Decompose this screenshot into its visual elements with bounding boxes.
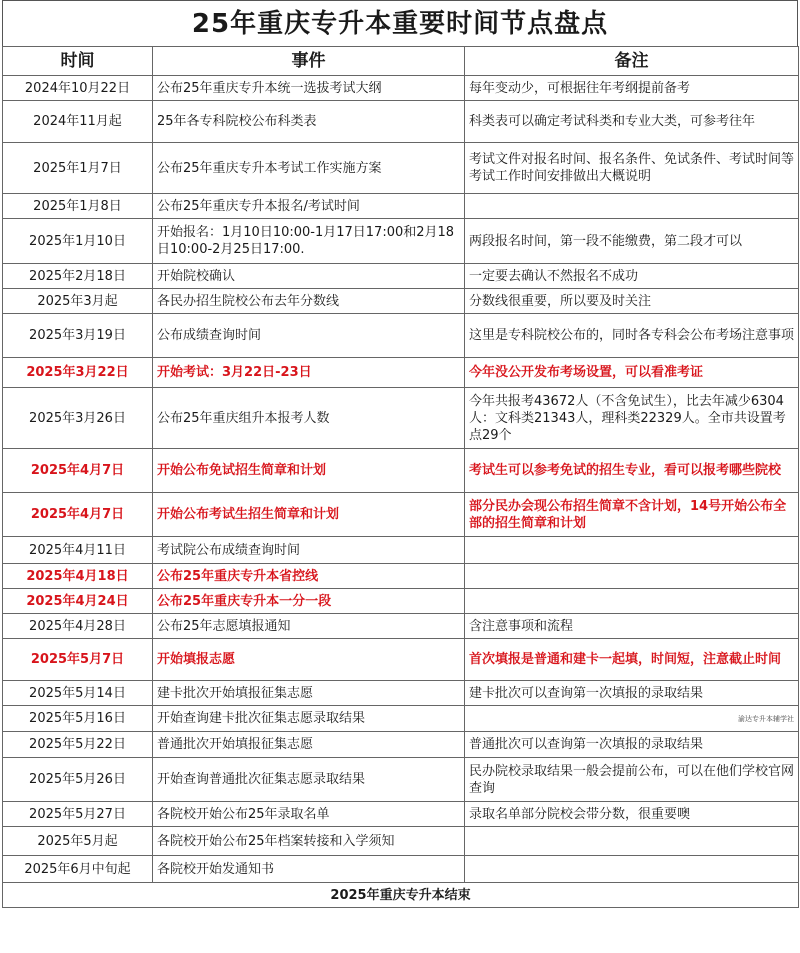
row-time: 2025年4月7日 bbox=[3, 449, 153, 493]
row-time: 2025年5月14日 bbox=[3, 681, 153, 706]
row-time: 2025年3月19日 bbox=[3, 314, 153, 358]
row-time: 2025年4月11日 bbox=[3, 537, 153, 564]
row-event: 开始报名：1月10日10:00-1月17日17:00和2月18日10:00-2月25日17:00. bbox=[153, 219, 465, 264]
row-note: 普通批次可以查询第一次填报的录取结果 bbox=[465, 732, 799, 758]
table-row bbox=[3, 143, 799, 194]
row-time: 2025年1月10日 bbox=[3, 219, 153, 264]
row-time: 2024年10月22日 bbox=[3, 76, 153, 101]
row-time: 2025年4月24日 bbox=[3, 589, 153, 614]
page-title: 25年重庆专升本重要时间节点盘点 bbox=[2, 0, 798, 46]
footer-text: 2025年重庆专升本结束 bbox=[3, 883, 799, 908]
table-row bbox=[3, 706, 799, 732]
row-event: 开始填报志愿 bbox=[153, 639, 465, 681]
row-note bbox=[465, 194, 799, 219]
table-row bbox=[3, 388, 799, 449]
table-row bbox=[3, 614, 799, 639]
table-row bbox=[3, 564, 799, 589]
table-row bbox=[3, 449, 799, 493]
table-row bbox=[3, 639, 799, 681]
table-row bbox=[3, 358, 799, 388]
row-event: 公布25年志愿填报通知 bbox=[153, 614, 465, 639]
row-time: 2025年4月28日 bbox=[3, 614, 153, 639]
row-note bbox=[465, 856, 799, 883]
row-time: 2025年1月7日 bbox=[3, 143, 153, 194]
row-time: 2025年3月26日 bbox=[3, 388, 153, 449]
row-event: 建卡批次开始填报征集志愿 bbox=[153, 681, 465, 706]
row-time: 2025年5月7日 bbox=[3, 639, 153, 681]
row-time: 2025年4月18日 bbox=[3, 564, 153, 589]
row-event: 开始查询普通批次征集志愿录取结果 bbox=[153, 758, 465, 802]
row-note bbox=[465, 589, 799, 614]
row-time: 2025年5月27日 bbox=[3, 802, 153, 827]
row-time: 2025年2月18日 bbox=[3, 264, 153, 289]
row-note bbox=[465, 537, 799, 564]
table-header-row bbox=[3, 47, 799, 76]
row-event: 公布25年重庆专升本报名/考试时间 bbox=[153, 194, 465, 219]
table-row bbox=[3, 76, 799, 101]
row-time: 2024年11月起 bbox=[3, 101, 153, 143]
row-note: 首次填报是普通和建卡一起填，时间短，注意截止时间 bbox=[465, 639, 799, 681]
row-event: 开始查询建卡批次征集志愿录取结果 bbox=[153, 706, 465, 732]
row-time: 2025年3月起 bbox=[3, 289, 153, 314]
row-note: 这里是专科院校公布的，同时各专科会公布考场注意事项 bbox=[465, 314, 799, 358]
row-event: 各院校开始发通知书 bbox=[153, 856, 465, 883]
row-note bbox=[465, 827, 799, 856]
row-note: 含注意事项和流程 bbox=[465, 614, 799, 639]
watermark-text: 渝达专升本辅学社 bbox=[738, 715, 794, 723]
schedule-table bbox=[2, 46, 799, 908]
row-event: 公布25年重庆专升本一分一段 bbox=[153, 589, 465, 614]
row-event: 公布成绩查询时间 bbox=[153, 314, 465, 358]
row-event: 普通批次开始填报征集志愿 bbox=[153, 732, 465, 758]
row-time: 2025年1月8日 bbox=[3, 194, 153, 219]
row-note: 每年变动少，可根据往年考纲提前备考 bbox=[465, 76, 799, 101]
row-event: 25年各专科院校公布科类表 bbox=[153, 101, 465, 143]
row-time: 2025年5月起 bbox=[3, 827, 153, 856]
row-note: 科类表可以确定考试科类和专业大类，可参考往年 bbox=[465, 101, 799, 143]
header-event: 事件 bbox=[153, 47, 465, 76]
row-note: 部分民办会现公布招生简章不含计划，14号开始公布全部的招生简章和计划 bbox=[465, 493, 799, 537]
row-time: 2025年6月中旬起 bbox=[3, 856, 153, 883]
row-note: 考试生可以参考免试的招生专业，看可以报考哪些院校 bbox=[465, 449, 799, 493]
header-time: 时间 bbox=[3, 47, 153, 76]
table-row bbox=[3, 681, 799, 706]
row-event: 开始公布免试招生简章和计划 bbox=[153, 449, 465, 493]
table-row bbox=[3, 802, 799, 827]
table-row bbox=[3, 732, 799, 758]
table-row bbox=[3, 314, 799, 358]
row-event: 公布25年重庆专升本省控线 bbox=[153, 564, 465, 589]
row-note: 考试文件对报名时间、报名条件、免试条件、考试时间等考试工作时间安排做出大概说明 bbox=[465, 143, 799, 194]
row-event: 开始院校确认 bbox=[153, 264, 465, 289]
row-event: 开始考试：3月22日-23日 bbox=[153, 358, 465, 388]
row-event: 公布25年重庆专升本统一选拔考试大纲 bbox=[153, 76, 465, 101]
row-event: 各院校开始公布25年录取名单 bbox=[153, 802, 465, 827]
row-time: 2025年5月26日 bbox=[3, 758, 153, 802]
row-time: 2025年3月22日 bbox=[3, 358, 153, 388]
row-note bbox=[465, 564, 799, 589]
row-note: 一定要去确认不然报名不成功 bbox=[465, 264, 799, 289]
row-note: 分数线很重要，所以要及时关注 bbox=[465, 289, 799, 314]
header-note: 备注 bbox=[465, 47, 799, 76]
table-row bbox=[3, 827, 799, 856]
table-row bbox=[3, 493, 799, 537]
table-row bbox=[3, 101, 799, 143]
table-row bbox=[3, 537, 799, 564]
row-note: 今年共报考43672人（不含免试生），比去年减少6304人：文科类21343人，理科类22329人。全市共设置考点29个 bbox=[465, 388, 799, 449]
row-note: 录取名单部分院校会带分数，很重要噢 bbox=[465, 802, 799, 827]
table-row bbox=[3, 264, 799, 289]
table-row bbox=[3, 589, 799, 614]
row-note: 今年没公开发布考场设置，可以看准考证 bbox=[465, 358, 799, 388]
row-event: 公布25年重庆组升本报考人数 bbox=[153, 388, 465, 449]
row-event: 考试院公布成绩查询时间 bbox=[153, 537, 465, 564]
row-note: 民办院校录取结果一般会提前公布，可以在他们学校官网查询 bbox=[465, 758, 799, 802]
table-row bbox=[3, 856, 799, 883]
row-note bbox=[465, 706, 799, 732]
table-body bbox=[3, 76, 799, 883]
row-time: 2025年5月16日 bbox=[3, 706, 153, 732]
row-note: 两段报名时间，第一段不能缴费，第二段才可以 bbox=[465, 219, 799, 264]
table-footer-row bbox=[3, 883, 799, 908]
row-event: 各民办招生院校公布去年分数线 bbox=[153, 289, 465, 314]
row-event: 开始公布考试生招生简章和计划 bbox=[153, 493, 465, 537]
row-event: 各院校开始公布25年档案转接和入学须知 bbox=[153, 827, 465, 856]
row-event: 公布25年重庆专升本考试工作实施方案 bbox=[153, 143, 465, 194]
schedule-sheet bbox=[2, 0, 798, 908]
table-row bbox=[3, 219, 799, 264]
row-time: 2025年4月7日 bbox=[3, 493, 153, 537]
table-row bbox=[3, 194, 799, 219]
table-row bbox=[3, 758, 799, 802]
row-note: 建卡批次可以查询第一次填报的录取结果 bbox=[465, 681, 799, 706]
table-row bbox=[3, 289, 799, 314]
row-time: 2025年5月22日 bbox=[3, 732, 153, 758]
